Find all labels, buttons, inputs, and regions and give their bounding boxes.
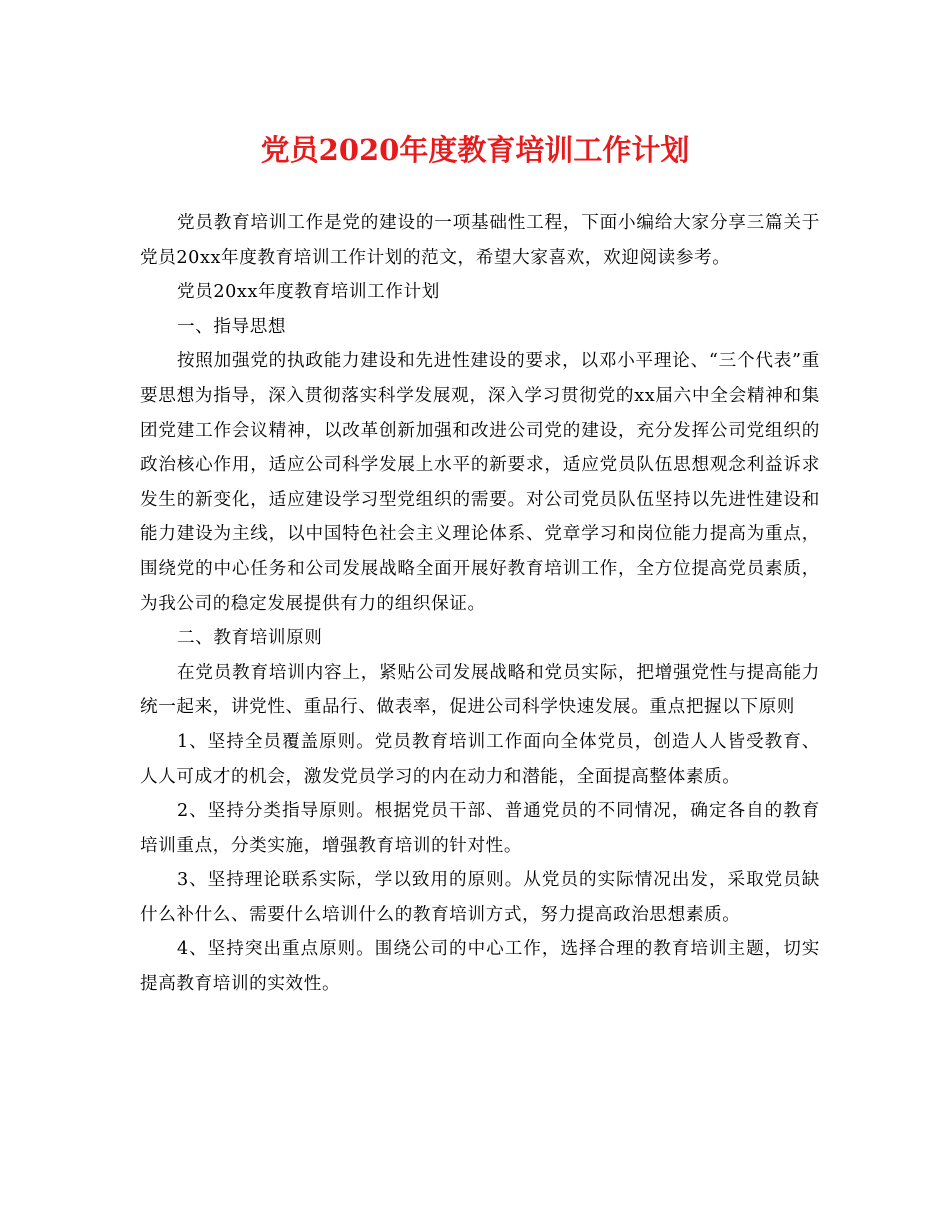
principle-item-3: 3、坚持理论联系实际，学以致用的原则。从党员的实际情况出发，采取党员缺什么补什么、需要什么培训什么的教育培训方式，努力提高政治思想素质。 [140, 870, 820, 925]
paragraph-guiding-thought: 按照加强党的执政能力建设和先进性建设的要求，以邓小平理论、“三个代表”重要思想为指导，深入贯彻落实科学发展观，深入学习贯彻党的xx届六中全会精神和集团党建工作会议精神，以改革创新加强和改进公司党的建设，充分发挥公司党组织的政治核心作用，适应公司科学发展上水平的新要求，适应党员队伍思想观念利益诉求发生的新变化，适应建设学习型党组织的需要。对公司党员队伍坚持以先进性建设和能力建设为主线，以中国特色社会主义理论体系、党章学习和岗位能力提高为重点，围绕党的中心任务和公司发展战略全面开展好教育培训工作，全方位提高党员素质，为我公司的稳定发展提供有力的组织保证。 [140, 351, 820, 614]
section-heading-guiding-thought: 一、指导思想 [176, 316, 287, 337]
document-title: 党员2020年度教育培训工作计划 [260, 133, 690, 167]
paragraph-principles-intro: 在党员教育培训内容上，紧贴公司发展战略和党员实际，把增强党性与提高能力统一起来，讲党性、重品行、做表率，促进公司科学快速发展。重点把握以下原则 [140, 662, 820, 718]
principle-item-4: 4、坚持突出重点原则。围绕公司的中心工作，选择合理的教育培训主题，切实提高教育培训的实效性。 [140, 939, 820, 995]
principle-item-2: 2、坚持分类指导原则。根据党员干部、普通党员的不同情况，确定各自的教育培训重点，分类实施，增强教育培训的针对性。 [140, 801, 820, 856]
section-heading-principles: 二、教育培训原则 [176, 628, 323, 649]
paragraph-intro: 党员教育培训工作是党的建设的一项基础性工程，下面小编给大家分享三篇关于党员20xx年度教育培训工作计划的范文，希望大家喜欢，欢迎阅读参考。 [140, 213, 820, 268]
document-body [140, 206, 820, 1002]
principle-item-1: 1、坚持全员覆盖原则。党员教育培训工作面向全体党员，创造人人皆受教育、人人可成才的机会，激发党员学习的内在动力和潜能，全面提高整体素质。 [140, 731, 820, 787]
paragraph-subtitle: 党员20xx年度教育培训工作计划 [176, 282, 440, 303]
